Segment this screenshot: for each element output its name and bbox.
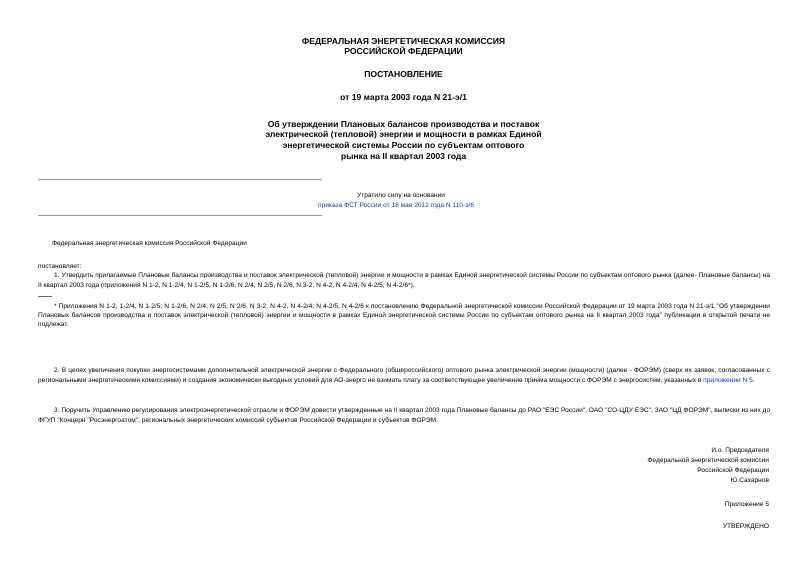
signature-position: И.о. Председателя [711, 447, 769, 454]
appendix-label: Приложение 5 [724, 501, 769, 508]
footnote: * Приложения N 1-2, 1-2/4, N 1-2/5, N 1-2/6, N 2/4, N 2/5, N 2/6, N 3-2, N 4-2, N 4-2/4, N 4-2/5, N 4-2/6 к постановлению Федеральной энергетической комиссии Российской Федерации от 19 марта 2003 года N 21-э/1 "Об утверждении Плановых балансов производства и поставок электрической (тепловой) энергии и мощности в рамках Единой энергетической системы России по субъектам оптового рынка на II квартал 2003 года" публикации в открытой печати не подлежат. [38, 303, 770, 328]
doc-title-line: рынка на II квартал 2003 года [340, 151, 467, 161]
doc-title-line: электрической (тепловой) энергии и мощности в рамках Единой [265, 129, 542, 139]
clause-1: 1. Утвердить прилагаемые Плановые балансы производства и поставок электрической (тепловой) энергии и мощности в рамках Единой энергетической системы России по субъектам оптового рынка (далее- Плановые балансы) на II квартал 2003 года (приложения N 1-2, N 1-2/4, N 1-2/5, N 1-2/6, N 2/4, N 2/5, N 2/6, N 3-2, N 4-2, N 4-2/4, N 4-2/5, N 4-2/6*). [38, 272, 770, 289]
clause-2-end: . [752, 377, 755, 384]
footnote-divider [38, 296, 52, 297]
doc-type: ПОСТАНОВЛЕНИЕ [364, 69, 443, 79]
resolves-text: постановляет: [38, 263, 82, 270]
clause-2 [38, 366, 770, 386]
signature-name: Ю.Сахарнов [730, 477, 769, 484]
divider-top [38, 179, 322, 180]
clause-2-text: 2. В целях увеличения покупки энергосистемами дополнительной электрической энергии с Федерального (общероссийского) оптового рынка электрической энергии (мощности) (далее - ФОРЭМ) (сверх их заявок, согласованных с региональными энергетическими комиссиями) и создания экономически выгодных условий для АО-энерго не взимать плату за соответствующее увеличение приема мощности с ФОРЭМ с энергосистем, указанных в [38, 367, 770, 384]
clause-3: 3. Поручить Управлению регулирования электроэнергетической отрасли и ФОРЭМ довести утвержденные на II квартал 2003 года Плановые балансы до РАО "ЕЭС России", ОАО "СО-ЦДУ ЕЭС", ЗАО "ЦД ФОРЭМ", выписки из них до ФГУП "Концерн "Росэнергоатом", региональных энергетических комиссий субъектов Российской Федерации и субъектов ФОРЭМ. [38, 407, 770, 424]
org-name-line2: РОССИЙСКОЙ ФЕДЕРАЦИИ [344, 46, 463, 56]
repealing-order-link[interactable]: приказа ФСТ России от 18 мая 2012 года N 110-э/6 [318, 202, 474, 209]
doc-title-line: Об утверждении Плановых балансов производства и поставок [267, 119, 540, 129]
doc-date: от 19 марта 2003 года N 21-э/1 [340, 92, 467, 102]
intro-text: Федеральная энергетическая комиссия Российской Федерации [52, 240, 247, 247]
doc-title-line: энергетической системы России по субъектам оптового [282, 140, 525, 150]
signature-org: Федеральной энергетической комиссии [647, 457, 769, 464]
divider-bottom [38, 215, 322, 216]
signature-country: Российской Федерации [697, 467, 769, 474]
approved-label: УТВЕРЖДЕНО [722, 523, 769, 530]
appendix-5-link[interactable]: приложении N 5 [703, 377, 753, 384]
org-name-line1: ФЕДЕРАЛЬНАЯ ЭНЕРГЕТИЧЕСКАЯ КОМИССИЯ [301, 36, 506, 46]
repealed-note: Утратило силу на основании [357, 192, 445, 199]
